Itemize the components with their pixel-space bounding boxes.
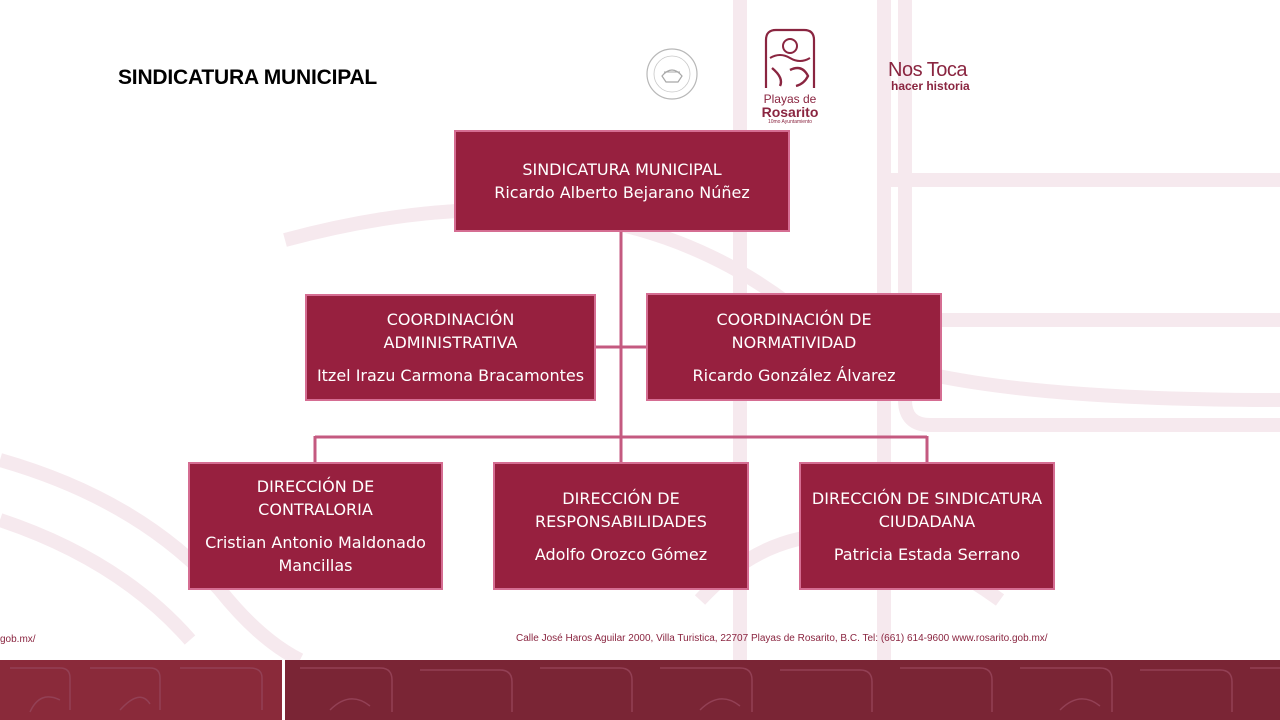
- org-box-title: SINDICATURA MUNICIPAL: [522, 160, 722, 179]
- org-box-person-name: Ricardo González Álvarez: [692, 365, 896, 385]
- org-box-person-name: Cristian Antonio Maldonado: [205, 533, 426, 552]
- page-title: SINDICATURA MUNICIPAL: [118, 66, 378, 89]
- org-box-title: CONTRALORIA: [258, 500, 373, 519]
- org-box-coordinacion-administrativa: [305, 294, 596, 401]
- logo-text-hacer-historia: hacer historia: [891, 79, 970, 93]
- org-box-direccion-sindicatura-ciudadana: [799, 462, 1055, 590]
- org-box-title: NORMATIVIDAD: [731, 332, 857, 352]
- footer-pattern-band: [0, 660, 1280, 720]
- logo-text-ayuntamiento: 10mo Ayuntamiento: [767, 119, 813, 125]
- org-box-sindicatura-municipal: [454, 130, 790, 232]
- org-box-title: COORDINACIÓN: [386, 310, 515, 329]
- org-box-title: DIRECCIÓN DE: [256, 477, 375, 496]
- logo-text-playas: Playas de: [763, 92, 817, 106]
- org-box-title: DIRECCIÓN DE: [562, 488, 680, 508]
- org-box-person-name: Itzel Irazu Carmona Bracamontes: [316, 366, 585, 385]
- logo-text-rosarito: Rosarito: [761, 104, 819, 120]
- org-box-coordinacion-normatividad: [646, 293, 942, 401]
- footer-address: Calle José Haros Aguilar 2000, Villa Turistica, 22707 Playas de Rosarito, B.C. Tel: (661) 614-9600 www.rosarito.gob.mx/: [516, 633, 1048, 644]
- footer-url-fragment: gob.mx/: [0, 634, 36, 645]
- org-box-person-name: Mancillas: [278, 556, 353, 575]
- org-box-title: COORDINACIÓN DE: [716, 309, 872, 329]
- org-box-direccion-contraloria: [188, 462, 443, 590]
- org-box-title: CIUDADANA: [878, 511, 976, 531]
- org-box-title: DIRECCIÓN DE SINDICATURA: [811, 488, 1043, 508]
- org-box-title: RESPONSABILIDADES: [535, 511, 707, 531]
- org-box-direccion-responsabilidades: [493, 462, 749, 590]
- org-box-person-name: Adolfo Orozco Gómez: [534, 544, 708, 564]
- logo-text-nos-toca: Nos Toca: [888, 59, 968, 81]
- org-box-title: ADMINISTRATIVA: [383, 333, 518, 352]
- org-box-person-name: Ricardo Alberto Bejarano Núñez: [494, 183, 750, 202]
- org-box-person-name: Patricia Estada Serrano: [833, 544, 1021, 564]
